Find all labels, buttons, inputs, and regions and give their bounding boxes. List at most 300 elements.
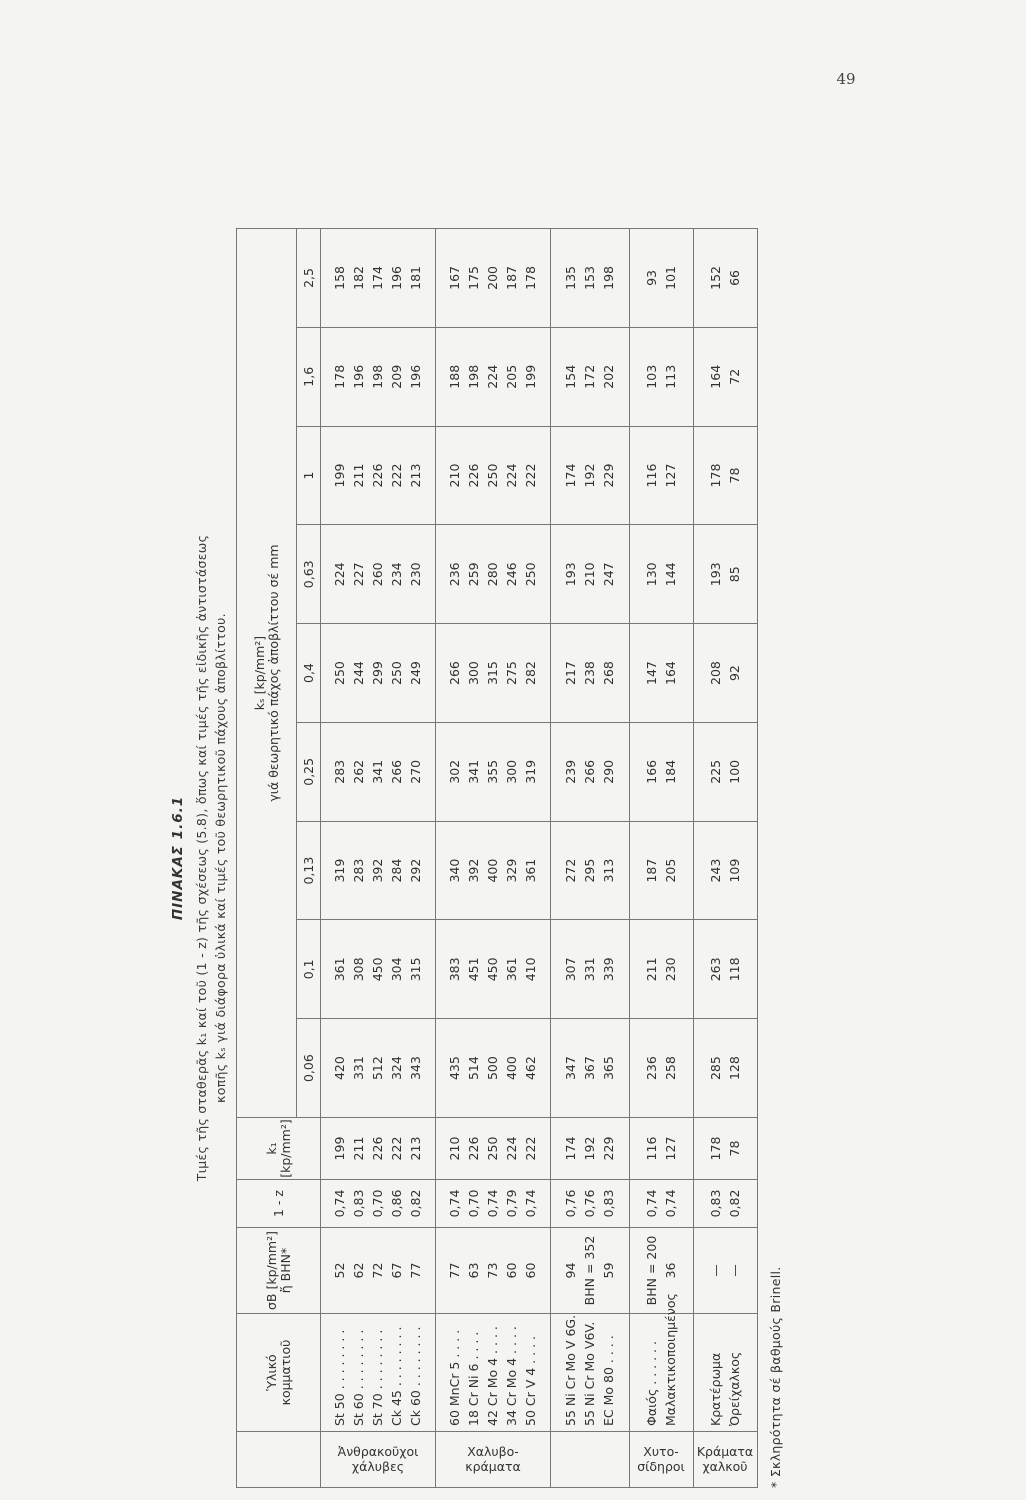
ks-value: 319: [523, 759, 539, 784]
group-label: [629, 1432, 693, 1488]
ks-value: 230: [663, 957, 679, 982]
material-header: Ὑλικό κομματιοῦ: [237, 1314, 321, 1432]
ks-value: 226: [370, 463, 386, 488]
one-minus-z-value: 0,83: [708, 1189, 724, 1218]
ks-cell: [321, 624, 436, 723]
one-minus-z-cell: [629, 1180, 693, 1228]
sigma-value: 73: [485, 1262, 501, 1279]
thickness-col-header: 0,13: [297, 821, 321, 920]
ks-cell: [435, 426, 550, 525]
material-value: 55 Ni Cr Mo V 6G.: [563, 1314, 579, 1426]
ks-value: 187: [644, 858, 660, 883]
ks-value: 224: [332, 562, 348, 587]
ks-value: 210: [447, 463, 463, 488]
ks-value: 283: [332, 759, 348, 784]
group-label-line: σίδηροι: [637, 1459, 686, 1475]
sigma-value: 60: [504, 1262, 520, 1279]
ks-value: 315: [408, 957, 424, 982]
ks-value: 243: [708, 858, 724, 883]
ks-value: 238: [582, 661, 598, 685]
material-cell: [321, 1314, 436, 1432]
thickness-col-header: 0,06: [297, 1019, 321, 1118]
ks-value: 213: [408, 463, 424, 488]
ks-value: 266: [447, 661, 463, 685]
ks-cell: [629, 624, 693, 723]
ks-value: 222: [523, 463, 539, 488]
ks-value: 272: [563, 858, 579, 883]
ks-value: 283: [351, 858, 367, 883]
ks-cell: [435, 920, 550, 1019]
ks-cell: [435, 327, 550, 426]
ks-value: 514: [466, 1056, 482, 1081]
ks-cell: [629, 229, 693, 328]
ks-value: 172: [582, 364, 598, 389]
ks-value: 135: [563, 266, 579, 290]
material-value: 50 Cr V 4 . . . .: [523, 1336, 539, 1426]
material-group-row: [321, 229, 436, 1488]
ks-value: 435: [447, 1056, 463, 1081]
ks-cell: [693, 327, 757, 426]
sigma-value: BHN = 200: [644, 1235, 660, 1306]
ks-value: 236: [447, 562, 463, 587]
k1-header: k₁ [kp/mm²]: [237, 1118, 321, 1180]
k1-value: 222: [389, 1136, 405, 1161]
ks-value: 211: [644, 957, 660, 982]
k1-cell: [629, 1118, 693, 1180]
ks-value: 85: [727, 566, 743, 583]
ks-value: 164: [708, 364, 724, 389]
one-minus-z-value: 0,82: [408, 1189, 424, 1218]
k1-cell: [321, 1118, 436, 1180]
material-value: 60 MnCr 5 . . . .: [447, 1329, 463, 1426]
ks-value: 392: [370, 858, 386, 883]
ks-value: 127: [663, 463, 679, 488]
sigma-cell: [693, 1228, 757, 1314]
ks-value: 147: [644, 661, 660, 685]
sigma-value: 94: [563, 1262, 579, 1279]
ks-value: 154: [563, 364, 579, 389]
ks-value: 153: [582, 266, 598, 290]
material-value: 34 Cr Mo 4 . . . .: [504, 1326, 520, 1426]
ks-cell: [550, 821, 629, 920]
ks-value: 282: [523, 661, 539, 685]
sigma-cell: [629, 1228, 693, 1314]
ks-value: 178: [708, 463, 724, 488]
ks-cell: [629, 1019, 693, 1118]
ks-cell: [321, 327, 436, 426]
ks-value: 295: [582, 858, 598, 883]
ks-value: 211: [351, 463, 367, 488]
ks-cell: [321, 426, 436, 525]
ks-value: 192: [582, 463, 598, 488]
ks-value: 227: [351, 562, 367, 587]
ks-value: 250: [332, 661, 348, 685]
group-label-line: χάλυβες: [351, 1459, 404, 1475]
ks-value: 224: [504, 463, 520, 488]
one-minus-z-value: 0,76: [582, 1189, 598, 1218]
ks-value: 209: [389, 364, 405, 389]
ks-value: 152: [708, 266, 724, 290]
sigma-value: 62: [351, 1262, 367, 1279]
ks-value: 116: [644, 463, 660, 488]
k1-value: 174: [563, 1136, 579, 1161]
ks-cell: [693, 624, 757, 723]
material-value: St 60 . . . . . . . .: [351, 1329, 367, 1426]
ks-cell: [693, 722, 757, 821]
one-minus-z-value: 0,76: [563, 1189, 579, 1218]
ks-value: 246: [504, 562, 520, 587]
sigma-cell: [321, 1228, 436, 1314]
ks-value: 188: [447, 364, 463, 389]
ks-value: 290: [601, 759, 617, 784]
ks-value: 72: [727, 368, 743, 385]
ks-cell: [550, 327, 629, 426]
sigma-value: 72: [370, 1262, 386, 1279]
ks-value: 103: [644, 364, 660, 389]
ks-value: 420: [332, 1056, 348, 1081]
ks-value: 236: [644, 1056, 660, 1081]
ks-value: 78: [727, 467, 743, 484]
ks-value: 244: [351, 661, 367, 685]
ks-value: 259: [466, 562, 482, 587]
one-minus-z-value: 0,74: [447, 1189, 463, 1218]
sigma-value: 67: [389, 1262, 405, 1279]
ks-value: 109: [727, 858, 743, 883]
ks-value: 187: [504, 266, 520, 290]
ks-value: 361: [504, 957, 520, 982]
ks-value: 118: [727, 957, 743, 982]
k1-cell: [435, 1118, 550, 1180]
ks-cell: [693, 426, 757, 525]
ks-value: 258: [663, 1056, 679, 1081]
ks-value: 355: [485, 759, 501, 784]
ks-value: 383: [447, 957, 463, 982]
ks-value: 341: [466, 759, 482, 784]
k1-cell: [693, 1118, 757, 1180]
ks-value: 284: [389, 858, 405, 883]
ks-value: 319: [332, 858, 348, 883]
material-group-row: [629, 229, 693, 1488]
sigma-value: 52: [332, 1262, 348, 1279]
sigma-value: —: [708, 1264, 724, 1277]
ks-value: 101: [663, 266, 679, 290]
one-minus-z-value: 0,86: [389, 1189, 405, 1218]
material-cell: [693, 1314, 757, 1432]
ks-cell: [321, 229, 436, 328]
ks-value: 205: [663, 858, 679, 883]
thickness-col-header: 1: [297, 426, 321, 525]
ks-cell: [550, 229, 629, 328]
ks-cell: [693, 920, 757, 1019]
ks-value: 174: [563, 463, 579, 488]
ks-cell: [321, 722, 436, 821]
material-value: Ck 45 . . . . . . . .: [389, 1326, 405, 1426]
one-minus-z-value: 0,74: [485, 1189, 501, 1218]
ks-value: 225: [708, 759, 724, 784]
ks-value: 300: [504, 759, 520, 784]
ks-cell: [435, 1019, 550, 1118]
ks-cell: [550, 722, 629, 821]
ks-value: 307: [563, 957, 579, 982]
ks-value: 450: [485, 957, 501, 982]
sigma-value: 77: [447, 1262, 463, 1279]
ks-value: 199: [523, 364, 539, 389]
ks-value: 300: [466, 661, 482, 685]
ks-value: 313: [601, 858, 617, 883]
ks-value: 392: [466, 858, 482, 883]
material-value: St 50 . . . . . . . .: [332, 1329, 348, 1426]
k1-value: 178: [708, 1136, 724, 1161]
one-minus-z-value: 0,70: [466, 1189, 482, 1218]
ks-cell: [550, 426, 629, 525]
thickness-col-header: 2,5: [297, 229, 321, 328]
ks-value: 361: [332, 957, 348, 982]
ks-value: 178: [332, 364, 348, 389]
one-minus-z-value: 0,82: [727, 1189, 743, 1218]
ks-value: 268: [601, 661, 617, 685]
group-label: [321, 1432, 436, 1488]
sigma-value: 77: [408, 1262, 424, 1279]
ks-value: 249: [408, 661, 424, 685]
ks-value: 182: [351, 266, 367, 290]
material-value: Μαλακτικοποιημένος: [663, 1293, 679, 1426]
group-label-line: κράματα: [464, 1459, 521, 1475]
thickness-col-header: 0,63: [297, 525, 321, 624]
k1-value: 116: [644, 1136, 660, 1161]
ks-value: 196: [351, 364, 367, 389]
material-cell: [435, 1314, 550, 1432]
one-minus-z-value: 0,74: [644, 1189, 660, 1218]
ks-value: 331: [582, 957, 598, 982]
one-minus-z-value: 0,74: [332, 1189, 348, 1218]
ks-value: 144: [663, 562, 679, 587]
ks-value: 224: [485, 364, 501, 389]
ks-cell: [629, 821, 693, 920]
material-value: Κρατέρωμα: [708, 1352, 724, 1426]
group-label-line: Χαλυβο-: [466, 1444, 519, 1460]
k1-value: 192: [582, 1136, 598, 1161]
ks-value: 275: [504, 661, 520, 685]
material-group-row: [693, 229, 757, 1488]
ks-value: 512: [370, 1056, 386, 1081]
thickness-col-header: 0,4: [297, 624, 321, 723]
one-minus-z-value: 0,74: [663, 1189, 679, 1218]
ks-value: 263: [708, 957, 724, 982]
ks-value: 266: [582, 759, 598, 784]
ks-cell: [435, 229, 550, 328]
ks-cell: [435, 624, 550, 723]
one-minus-z-value: 0,83: [601, 1189, 617, 1218]
thickness-col-header: 0,1: [297, 920, 321, 1019]
material-group-row: [550, 229, 629, 1488]
ks-value: 93: [644, 269, 660, 286]
sigma-cell: [550, 1228, 629, 1314]
ks-value: 113: [663, 364, 679, 389]
one-minus-z-value: 0,83: [351, 1189, 367, 1218]
k1-value: 229: [601, 1136, 617, 1161]
ks-value: 270: [408, 759, 424, 784]
group-label-line: Χυτο-: [643, 1444, 680, 1460]
ks-value: 181: [408, 266, 424, 290]
material-cell: [550, 1314, 629, 1432]
ks-value: 208: [708, 661, 724, 685]
ks-value: 451: [466, 957, 482, 982]
ks-value: 299: [370, 661, 386, 685]
ks-cell: [629, 327, 693, 426]
ks-value: 343: [408, 1056, 424, 1081]
ks-cell: [550, 525, 629, 624]
ks-value: 200: [485, 266, 501, 290]
ks-value: 196: [389, 266, 405, 290]
k1-value: 210: [447, 1136, 463, 1161]
thickness-col-header: 0,25: [297, 722, 321, 821]
group-label: [693, 1432, 757, 1488]
ks-value: 266: [389, 759, 405, 784]
ks-value: 347: [563, 1056, 579, 1081]
ks-cell: [693, 525, 757, 624]
ks-value: 217: [563, 661, 579, 685]
one-minus-z-value: 0,74: [523, 1189, 539, 1218]
one-minus-z-value: 0,70: [370, 1189, 386, 1218]
ks-value: 280: [485, 562, 501, 587]
rotated-table-area: [168, 228, 808, 1488]
ks-value: 365: [601, 1056, 617, 1081]
ks-cell: [550, 624, 629, 723]
ks-value: 100: [727, 759, 743, 784]
ks-value: 210: [582, 562, 598, 587]
ks-value: 262: [351, 759, 367, 784]
ks-value: 302: [447, 759, 463, 784]
sigma-value: 60: [523, 1262, 539, 1279]
ks-value: 196: [408, 364, 424, 389]
ks-value: 324: [389, 1056, 405, 1081]
material-value: Φαιός . . . . . .: [644, 1341, 660, 1426]
ks-cell: [629, 722, 693, 821]
group-label: [435, 1432, 550, 1488]
ks-value: 226: [466, 463, 482, 488]
ks-value: 66: [727, 269, 743, 286]
ks-value: 166: [644, 759, 660, 784]
ks-value: 341: [370, 759, 386, 784]
ks-value: 315: [485, 661, 501, 685]
one-minus-z-cell: [321, 1180, 436, 1228]
caption-line: Τιμές τῆς σταθερᾶς k₁ καί τοῦ (1 - z) τῆς σχέσεως (5.8), ὅπως καί τιμές τῆς εἰδικῆς ἀντιστάσεως: [194, 534, 209, 1182]
material-cell: [629, 1293, 693, 1432]
ks-value: 250: [523, 562, 539, 587]
ks-value: 239: [563, 759, 579, 784]
ks-value: 285: [708, 1056, 724, 1081]
ks-value: 198: [466, 364, 482, 389]
ks-value: 229: [601, 463, 617, 488]
group-label: [550, 1432, 629, 1488]
page-number: 49: [836, 70, 856, 88]
ks-cell: [321, 920, 436, 1019]
material-value: Ὀρείχαλκος: [727, 1351, 743, 1426]
material-value: 42 Cr Mo 4 . . . .: [485, 1326, 501, 1426]
ks-cell: [321, 821, 436, 920]
material-value: EC Mo 80 . . . .: [601, 1335, 617, 1426]
group-header: [237, 1432, 321, 1488]
coefficients-table: [236, 228, 758, 1488]
material-value: St 70 . . . . . . . .: [370, 1329, 386, 1426]
ks-value: 193: [708, 562, 724, 587]
ks-value: 130: [644, 562, 660, 587]
ks-value: 250: [485, 463, 501, 488]
k1-value: 226: [466, 1136, 482, 1161]
ks-cell: [435, 821, 550, 920]
footnote: * Σκληρότητα σέ βαθμούς Brinell.: [768, 1266, 783, 1488]
ks-value: 198: [601, 266, 617, 290]
k1-value: 213: [408, 1136, 424, 1161]
ks-value: 500: [485, 1056, 501, 1081]
ks-value: 128: [727, 1056, 743, 1081]
ks-cell: [693, 821, 757, 920]
ks-value: 304: [389, 957, 405, 982]
ks-cell: [629, 920, 693, 1019]
group-label-line: Ἀνθρακοῦχοι: [337, 1444, 419, 1460]
material-value: 55 Ni Cr Mo V6V.: [582, 1321, 598, 1426]
sigma-value: BHN = 352: [582, 1235, 598, 1306]
ks-value: 410: [523, 957, 539, 982]
ks-value: 193: [563, 562, 579, 587]
table-title: ΠΙΝΑΚΑΣ 1.6.1: [170, 795, 186, 921]
material-group-row: [435, 229, 550, 1488]
ks-value: 450: [370, 957, 386, 982]
ks-cell: [435, 722, 550, 821]
ks-value: 198: [370, 364, 386, 389]
table-body: [321, 229, 758, 1488]
ks-cell: [321, 525, 436, 624]
ks-cell: [550, 920, 629, 1019]
k1-value: 211: [351, 1136, 367, 1161]
k1-value: 226: [370, 1136, 386, 1161]
ks-cell: [550, 1019, 629, 1118]
ks-value: 247: [601, 562, 617, 587]
ks-value: 340: [447, 858, 463, 883]
ks-value: 339: [601, 957, 617, 982]
k1-value: 199: [332, 1136, 348, 1161]
group-label-line: Κράματα: [697, 1444, 754, 1460]
ks-value: 92: [727, 665, 743, 682]
one-minus-z-cell: [550, 1180, 629, 1228]
ks-value: 202: [601, 364, 617, 389]
ks-value: 230: [408, 562, 424, 587]
sigma-value: —: [727, 1264, 743, 1277]
ks-cell: [693, 1019, 757, 1118]
ks-value: 331: [351, 1056, 367, 1081]
sigma-value: 36: [663, 1262, 679, 1279]
table-caption: [192, 228, 230, 1488]
ks-value: 184: [663, 759, 679, 784]
ks-header: kₛ [kp/mm²] γιά θεωρητικό πάχος ἀποβλίττου σέ mm: [237, 229, 297, 1118]
ks-value: 292: [408, 858, 424, 883]
ks-cell: [435, 525, 550, 624]
group-label-line: χαλκοῦ: [702, 1459, 749, 1475]
k1-value: 78: [727, 1140, 743, 1157]
material-value: 18 Cr Ni 6 . . . .: [466, 1331, 482, 1426]
k1-value: 222: [523, 1136, 539, 1161]
ks-value: 250: [389, 661, 405, 685]
ks-value: 361: [523, 858, 539, 883]
ks-value: 400: [504, 1056, 520, 1081]
sigma-value: 59: [601, 1262, 617, 1279]
ks-value: 178: [523, 266, 539, 290]
ks-value: 222: [389, 463, 405, 488]
ks-value: 329: [504, 858, 520, 883]
ks-value: 234: [389, 562, 405, 587]
one-minus-z-header: 1 - z: [237, 1180, 321, 1228]
ks-cell: [629, 426, 693, 525]
